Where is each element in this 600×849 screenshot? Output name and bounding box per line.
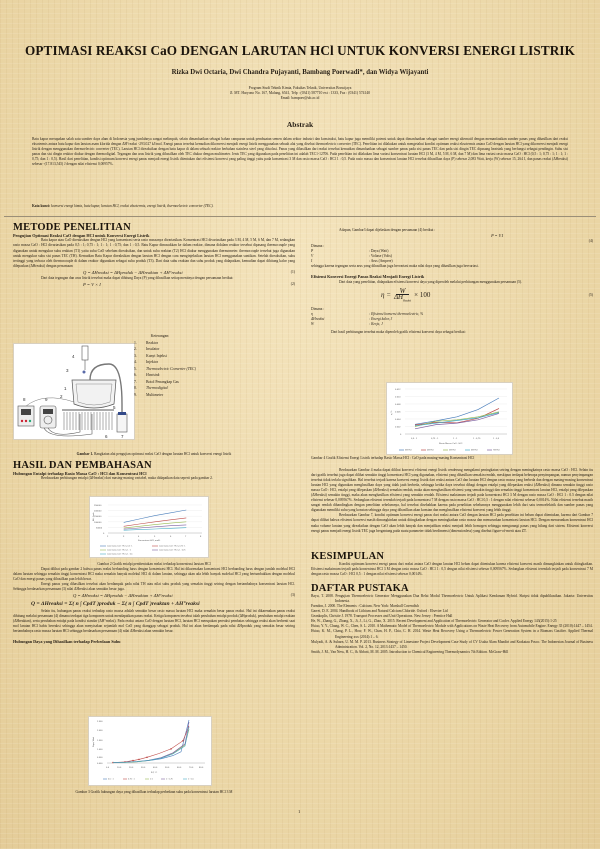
svg-text:Konsentrasi HCl, mol/L: Konsentrasi HCl, mol/L <box>138 540 161 542</box>
reference-item: Smith, J. M., Van Ness, H. C., & Abbott, M. M. 2005. Introduction to Chemical Engineering Thermodynamics 7th Edition. McGraw-Hill <box>311 649 509 654</box>
svg-text:0,75 : 1: 0,75 : 1 <box>128 778 135 781</box>
svg-text:10.0: 10.0 <box>117 767 122 769</box>
where-item: V : Voltase (Volts) <box>311 254 392 259</box>
figure-4-caption: Gambar 4 Grafik Efisiensi Energi Listrik terhadap Rasio Massa HCl : CaO pada masing-masing Konsentrasi HCl <box>311 456 475 460</box>
svg-text:7: 7 <box>185 536 187 538</box>
equation-3-body: Q = ΔHreaksi = ΔHproduk − ΔHreaktan + ΔH°reaksi <box>73 593 173 599</box>
chart-2-svg <box>90 497 208 557</box>
svg-text:5: 5 <box>113 405 116 410</box>
svg-text:1 : 0,5: 1 : 0,5 <box>493 438 500 440</box>
svg-text:1: 1 <box>64 386 67 391</box>
svg-text:0.0: 0.0 <box>106 767 110 769</box>
svg-text:0,5 : 1: 0,5 : 1 <box>108 778 114 781</box>
apparatus-svg <box>14 344 134 439</box>
figure-3-caption: Gambar 3 Grafik hubungan daya yang dihasilkan terhadap perbedaan suhu pada konsentrasi larutan HCl 3 M <box>75 790 233 794</box>
svg-text:0.000: 0.000 <box>97 763 103 765</box>
svg-text:4M HCl: 4M HCl <box>427 449 434 452</box>
figure-2-chart <box>89 496 209 558</box>
svg-text:200000: 200000 <box>94 510 102 513</box>
section-heading-daftar-pustaka: DAFTAR PUSTAKA <box>311 582 409 594</box>
efisiensi-paragraph: Berdasarkan Gambar 4 maka dapat dilihat konversi efisiensi energi listrik cenderung mengalami peningkatan seiring dengan meningkatnya rasio massa CaO : HCl. Selain itu dari grafik tersebut juga dapat dilihat semakin tinggi konsentrasi HCl yang digunakan, efisiensi yang dihasilkan semakin rendah, meskipun terdapat beberapa penyimpangan, namun penyimpangan tersebut tidak terlalu signifikan. Hal tersebut terjadi karena konversi energi listrik dari reaksi antara CaO dan larutan HCl dengan rasio massa yang berbeda dan dengan masing-masing konsentrasi larutan HCl yang digunakan menghasilkan daya yang tidak jauh berbeda, sehingga ketika daya tersebut dibagi dengan entalpi yang dilepaskan reaksi (ΔHreaksi) dimana semakin tinggi rasio massa CaO : HCl, entalpi yang dilepaskan (ΔHreaksi) semakin rendah, maka akan menghasilkan efisiensi yang semakin tinggi dan semakin tinggi konsentrasi larutan HCl, entalpi yang dilepaskan (ΔHreaksi) semakin tinggi, maka akan menghasilkan efisiensi yang semakin rendah. Efisiensi maksimum terjadi pada konsentrasi HCl 3 M dengan rasio massa CaO : HCl 1 : 0.5 dengan nilai efisiensi sebesar 0,009567%. Sedangkan efisiensi terendah terjadi pada konsentrasi 7 M dengan rasio massa CaO : HCl 0,5 : 1 dengan nilai efisiensi sebesar 0,0014%. Nilai efisiensi tersebut masih sangat rendah dibandingkan dengan penelitian sebelumnya, hal tersebut disebabkan karena pada penelitian sebelumnya menggunakan lebih dari satu termoelektrik dan sumber panas yang digunakan memiliki suhu yang konstan sehingga daya yang dihasilkan akan konstan dan menghasilkan efisiensi konversi yang lebih tinggi. <box>311 468 593 513</box>
svg-text:50.0: 50.0 <box>165 767 170 769</box>
svg-text:80.0: 80.0 <box>199 767 204 769</box>
svg-text:Daya, Watt: Daya, Watt <box>93 737 95 747</box>
right-column <box>311 228 593 335</box>
left-column <box>13 222 295 288</box>
reference-item: Hsiao, Y. Y., Chang, W. C., Chen, S. L. 2010. A Mathematic Model of Thermoelectric Module with Applications on Waste Heat Recovery from Automobile Engine. Energy 35 (2010):1447 – 1454. <box>311 624 593 629</box>
legend-item: 6. Heatsink <box>134 373 160 377</box>
reference-item: Geankoplis, Christie J. 1978. Transport Processes and Unit Operations. New Jersey : Prentice Hall <box>311 614 453 619</box>
svg-text:3: 3 <box>123 536 125 538</box>
legend-item: 2. Insulator <box>134 347 160 351</box>
svg-text:rasio massa CaO : HCl = 0,5 :: rasio massa CaO : HCl = 0,5 : 1 <box>107 545 133 548</box>
legend-item: 3. Kunyi Injeksi <box>134 353 167 358</box>
svg-text:6: 6 <box>170 536 172 538</box>
left-column-hasil <box>13 460 295 481</box>
svg-text:1.500: 1.500 <box>97 740 103 742</box>
abstract-body: Batu kapur merupakan salah satu sumber daya alam di Indonesia yang jumlahnya sangat melimpah, selain dimanfaatkan sebagai bahan campuran untuk pembuatan semen dalam sektor industri dan konstruksi, batu kapur juga memiliki potensi untuk dapat dimanfaatkan sebagai sumber energi alternatif dengan memanfaatkan sumber panas yang dihasilkan dari reaksi eksotermis antara batu kapur dan larutan asam klorida dengan ΔH°reaksi -293.027 kJ/mol. Energi panas tersebut kemudian dikonversi menjadi energi listrik menggunakan sebuah alat yang disebut thermoelectric converter (TEC). Penelitian ini dilakukan untuk mengetahui kondisi optimum reaksi eksotermis antara CaO dengan larutan HCl yang dikonversi menjadi energi listrik dengan menggunakan thermoelectric converter (TEC). Larutan HCl direaksikan dengan batu kapur di dalam sebuah reaktor berbahan stainless steel yang diisolasi. Panas yang dihasilkan dari reaksi tersebut kemudian dimanfaatkan sebagai sumber panas pada sisi panas TEC dan pada sisi dingin TEC dipasang heatsink yang berfungsi sebagai pendingin. Suhu sisi panas dan sisi dingin reaktor diukur dengan thermodigital. Tegangan dan arus listrik yang dihasilkan oleh TEC diukur dengan multimeter. Jenis TEC yang digunakan pada penelitian ini adalah TEC1-12706. Pada penelitian ini dilakukan lima variasi konsentrasi larutan HCl (3 M, 4 M, 5 M, 6 M, dan 7 M) dan lima variasi rasio massa CaO : HCl (0,5 : 1; 0,75 : 1; 1 : 1; 1 : 0,75; dan 1 : 0,5). Hasil dari penelitian, kondisi optimum konversi energi panas menjadi energi listrik ditentukan dari efisiensi konversi yang paling tinggi yaitu pada konsentrasi 3 M dan rasio massa CaO : HCl 1 : 0,5. Pada rasio massa dan konsentrasi larutan HCl tersebut dihasilkan daya (P) sebesar 2,083 Watt, kerja (W) sebesar 15, 264 J, dan panas reaksi (ΔHreaksi) sebesar -(17.813,545) J dengan nilai efisiensi 0,00957%. <box>32 137 568 167</box>
equation-2 <box>13 281 295 288</box>
efisiensi-paragraph: Berdasarkan Gambar 7, kondisi optimum konversi energi panas dari reaksi antara CaO dengan larutan HCl pada penelitian ini belum dapat ditentukan, karena dari Gambar 7 dapat dilihat bahwa efisiensi konversi masih dimungkinkan untuk ditingkatkan dengan meningkatkan rasio massa dan menurunkan konsentrasi larutan HCl. Dengan menurunkan konsentrasi HCl maka volume larutan yang direaksikan dengan CaO akan lebih banyak dan menjadikan reaksi menjadi lebih homogen sehingga mengurangi panas yang hilang dari sistem. Efisiensi konversi energi panas menjadi energi listrik TEC juga bergantung pada suatu parameter tidak berdimensi (dimensionless) yang disebut figure-of-merit atau ZT. <box>311 513 593 533</box>
subheading-daya: Hubungan Daya yang Dihasilkan terhadap Perbedaan Suhu <box>13 639 121 645</box>
legend-items <box>120 340 220 399</box>
equation-1-number: (1) <box>290 269 295 274</box>
svg-text:40.0: 40.0 <box>153 767 158 769</box>
svg-text:150000: 150000 <box>94 516 102 519</box>
legend-item: 8. Thermodigital <box>134 386 168 390</box>
svg-text:6M HCl: 6M HCl <box>471 449 478 452</box>
svg-text:0.008: 0.008 <box>395 404 401 406</box>
figure-2-caption: Gambar 2 Grafik entalpi pembentukan reaksi terhadap konsentrasi larutan HCl <box>97 562 211 566</box>
figure-3-chart <box>88 716 212 786</box>
reference-item: Farndon, J. 2000. The Elements : Calcium. New York: Marshall Cavendish <box>311 603 419 608</box>
svg-text:2.500: 2.500 <box>97 721 103 723</box>
reference-item: Garret, D. E. 2004. Handbook of Lithium and Natural Calcium Chloride. Oxford : Elsevier Ltd <box>311 609 448 614</box>
svg-text:0.500: 0.500 <box>97 757 103 759</box>
hasil-paragraph: Energi panas yang dihasilkan tersebut akan berdampak pada nilai TH atau nilai suhu produk yang semakin tinggi seiring dengan bertambahnya konsentrasi larutan HCl. Sehingga berdasarkan persamaan (3) nilai ΔHreaksi akan semakin besar juga. <box>13 582 295 592</box>
svg-text:rasio massa CaO : HCl = 1 : 1: rasio massa CaO : HCl = 1 : 1 <box>107 549 131 552</box>
svg-text:0: 0 <box>103 533 105 535</box>
equation-2-number: (2) <box>290 281 295 286</box>
section-divider <box>4 216 596 217</box>
svg-text:rasio massa CaO : HCl = 1 : 0,: rasio massa CaO : HCl = 1 : 0,75 <box>159 549 186 552</box>
where-item: η : Efisiensi konversi thermoelectric, % <box>311 311 424 316</box>
metode-paragraph: Dari data tegangan dan arus listrik tersebut maka dapat dihitung Daya (P) yang dihasilkan setiap menitnya dengan persamaan berikut: <box>41 275 234 280</box>
svg-text:Rasio Massa CaO : HCl: Rasio Massa CaO : HCl <box>439 443 463 445</box>
svg-text:5M HCl: 5M HCl <box>449 449 456 452</box>
equation-1-body: Q = ΔHreaksi = ΔHproduk − ΔHreaktan + ΔH°reaksi <box>83 269 183 275</box>
where-item: W : Kerja, J <box>311 322 383 327</box>
reference-item: He, W., Zhang, G., Zhang, X., Ji, J., Li, G., Zhao, X. 2015. Recent Development and Application of Thermoelectric Generator and Cooler. Applied Energy 143(2015):1-25 <box>311 619 557 624</box>
svg-text:8: 8 <box>23 397 26 402</box>
reference-item: Hsiao, K. M., Chang, P. L., How, F. W., Chan, H. P., Chia, C. H. 2014. Waste Heat Recovery Using a Thermoelectric Power Generation System in a Biomass Gasifier. Applied Thermal Engineering xxx (2014):1 – 6. <box>311 629 593 639</box>
svg-text:rasio massa CaO : HCl = 0,75 :: rasio massa CaO : HCl = 0,75 : 1 <box>159 545 186 548</box>
legend-item: 1. Reaktor <box>134 340 159 345</box>
figure-1-caption: Gambar 1. Rangkaian alat pengujian optimasi reaksi CaO dengan larutan HCl untuk konversi energi listrik <box>76 452 232 456</box>
keywords-text: konversi energi kimia, batu kapur, larutan HCl, reaksi eksotermis, energi listrik, thermoelectric converter (TEC). <box>50 204 214 208</box>
figure-1-legend <box>120 333 220 398</box>
equation-2-body: P = V × I <box>83 281 101 287</box>
svg-text:3M HCl: 3M HCl <box>405 449 412 452</box>
equation-5-number: (5) <box>588 293 593 298</box>
equation-3 <box>13 592 295 599</box>
svg-text:0.006: 0.006 <box>395 411 401 414</box>
svg-text:0.002: 0.002 <box>395 426 401 429</box>
section-heading-hasil: HASIL DAN PEMBAHASAN <box>13 460 152 471</box>
metode-paragraph: Batu kapur atau CaO direaksikan dengan HCl yang konsentrasi serta rasio massanya divariasikan. Konsentrasi HCl divariasikan pada 3 M, 4 M, 5 M, 6 M, dan 7 M, sedangkan rasio massa CaO : HCl divariasikan pada 0,5 : 1; 0,75 : 1; 1 : 1; 1 : 0,75; dan 1 : 0,5. Batu Kapur dimasukkan ke dalam reaktor, dimana didalam reaktor tersebut dipasang thermocouple yang digunakan untuk mengukur suhu reaktan (T1) yaitu suhu CaO sebelum direaksikan, dan untuk suhu reaktan (T2) HCl diukur menggunakan thermometer. thermocouple tersebut juga digunakan untuk mengukur suhu sisi panas TEC (TH). Kemudian Batu Kapur direaksikan dengan larutan HCl dengan cara menginjeksikan larutan HCl menggunakan suntikan. Setelah direaksikan, suhu tertinggi yang terbaca oleh thermocouple di dalam reaktor digunakan sebagai suhu produk (T3). Dari data suhu reaktan dan suhu produk yang didapatkan, kemudian dapat dihitung kalor yang dilepaskan (ΔHreaksi) dengan persamaan <box>13 238 295 268</box>
svg-text:0.004: 0.004 <box>395 419 401 421</box>
svg-text:0,5 : 1: 0,5 : 1 <box>411 438 418 440</box>
affiliation-email: Email: bampoer@ub.ac.id <box>280 96 320 100</box>
left-column-hasil-2 <box>13 562 295 645</box>
page-number: 1 <box>298 809 301 814</box>
equation-4-body: Q = ΔHreaksi = Σ( n ∫ CpdT )produk − Σ( n ∫ CpdT )reaktan + ΔH°reaksi <box>31 601 200 608</box>
svg-text:ΔT, °C: ΔT, °C <box>151 772 158 774</box>
legend-item: 7. Botol Penangkap Gas <box>134 379 179 384</box>
svg-text:8: 8 <box>200 536 202 538</box>
efisiensi-paragraph: Dari data yang penelitian, didapatkan efisiensi konversi daya yang diperoleh melalui perhitungan menggunakan persamaan (5). <box>339 279 523 284</box>
paper-title: OPTIMASI REAKSI CaO DENGAN LARUTAN HCl UNTUK KONVERSI ENERGI LISTRIK <box>25 43 575 58</box>
svg-text:ΔH, Joule: ΔH, Joule <box>93 512 95 521</box>
subheading-entalpi: Hubungan Entalpi terhadap Rasio Massa CaO : HCl dan Konsentrasi HCl <box>13 471 147 476</box>
svg-text:η, %: η, % <box>391 410 393 415</box>
equation-5-body: η = W $\Delta H_{Reaksi}$ × 100 <box>381 286 431 303</box>
svg-text:20.0: 20.0 <box>129 767 134 769</box>
svg-text:rasio massa CaO : HCl = 1 : 0,: rasio massa CaO : HCl = 1 : 0,5 <box>107 553 133 556</box>
where-label: Dimana : <box>311 244 325 249</box>
kesimpulan-paragraph: Kondisi optimum konversi energi panas dari reaksi antara CaO dengan larutan HCl belum dapat ditentukan karena efisiensi konversi masih dimungkinkan untuk ditingkatkan. Efisiensi maksimum terjadi pada konsentrasi HCl 3 M dengan rasio massa CaO : HCl 1 : 0,5 dengan nilai efisiensi sebesar 0,009567%. Sedangkan efisiensi terendah terjadi pada konsentrasi 7 M dengan rasio massa CaO : HCl 0,5 : 1 dengan nilai efisiensi sebesar 0,0014%. <box>311 561 593 576</box>
where-item: P : Daya (Watt) <box>311 249 389 254</box>
svg-text:3: 3 <box>66 368 69 373</box>
equation-3-number: (3) <box>290 593 295 598</box>
efisiensi-paragraph: Dari hasil perhitungan tersebut maka diperoleh grafik efisiensi konversi daya sebagai berikut: <box>331 330 466 335</box>
where-item: I : Arus (Ampere) <box>311 259 393 264</box>
legend-item: 9. Multimeter <box>134 392 164 397</box>
svg-text:30.0: 30.0 <box>141 767 146 769</box>
equation-4-integral <box>13 599 295 609</box>
svg-text:1 : 0,75: 1 : 0,75 <box>166 778 173 781</box>
legend-item: 4. Injektor <box>134 360 159 364</box>
svg-text:7: 7 <box>121 434 124 439</box>
svg-text:0,75 : 1: 0,75 : 1 <box>431 438 439 440</box>
svg-text:9: 9 <box>45 397 48 402</box>
equation-5-fraction: W $\Delta H_{Reaksi}$ <box>393 286 412 303</box>
svg-text:0.012: 0.012 <box>395 389 401 391</box>
figure-4-chart <box>386 382 513 455</box>
equation-p-vi-number: (4) <box>588 239 593 244</box>
svg-text:1 : 0,5: 1 : 0,5 <box>188 778 194 781</box>
reference-item: Mulyadi, A. & Suharn, U. M. M. P. 2013. Business Strategy of Limestone Project Development Case Study of CV Usaha Alam Mandiri and Krakatau Posco. The Indonesian Journal of Business Administration. Vol. 2, No. 12, 2013:1437 – 1450. <box>311 639 593 649</box>
where-label: Dimana : <box>311 306 325 311</box>
svg-text:100000: 100000 <box>94 521 102 524</box>
subheading-pengujian: Pengujian Optimasi Reaksi CaO dengan HCl untuk Konversi Energi Listrik <box>13 233 150 238</box>
svg-text:70.0: 70.0 <box>189 767 194 769</box>
svg-text:5: 5 <box>154 536 156 538</box>
svg-text:60.0: 60.0 <box>177 767 182 769</box>
svg-text:2.000: 2.000 <box>97 730 103 732</box>
hasil-paragraph: Berdasarkan perhitungan entalpi (ΔHreaksi) dari masing-masing variabel, maka didapatkan data seperti pada gambar 2. <box>41 476 213 481</box>
keywords <box>32 204 568 208</box>
right-column-2 <box>311 456 593 655</box>
svg-text:1 : 0,75: 1 : 0,75 <box>473 438 481 440</box>
equation-p-vi: P = V.I <box>491 233 503 239</box>
affiliation-line: Program Studi Teknik Kimia, Fakultas Teknik, Universitas Brawijaya <box>248 86 352 90</box>
svg-text:7M HCl: 7M HCl <box>493 449 500 452</box>
abstract-heading: Abstrak <box>286 120 314 129</box>
figure-1-apparatus-diagram <box>13 343 135 440</box>
svg-text:0: 0 <box>400 434 402 436</box>
svg-text:250000: 250000 <box>94 505 102 507</box>
svg-text:6: 6 <box>105 434 108 439</box>
after-where-text: sehingga karena tegangan serta arus yang dihasilkan juga bervariasi maka nilai daya yang dihasilkan juga bervariasi. <box>311 264 479 269</box>
affiliation <box>0 86 600 101</box>
hasil-paragraph: Selain itu, hubungan panas reaksi terhadap rasio massa adalah semakin besar rasio massa larutan HCl maka semakin besar panas reaksi. Hal ini dikarenakan panas reaksi dihitung melalui persamaan (4) dimana terdapat tiga komponen untuk mendapatkan panas reaksi. Ketiga komponen tersebut ialah perubahan entalpi produk (ΔHproduk), perubahan entalpi reaktan (ΔHreaktan), serta perubahan entalpi pada kondisi standar (ΔH°reaksi). Pada reaksi antara CaO dengan larutan HCl, larutan HCl merupakan pereaksi pembatas sehingga reaksi akan berhenti saat mol larutan HCl habis bereaksi sehingga akan menyisakan sejumlah mol CaO yang dianggap sebagai produk. Hal ini akan berdampak pada nilai ΔHproduk yang semakin besar seiring bertambahnya rasio massa larutan HCl sehingga berdasarkan persamaan (4) nilai ΔHreaksi akan semakin besar. <box>13 609 295 634</box>
affiliation-line: Jl. MT. Haryono No. 167, Malang, 6541, Telp : (0341) 587710 ext : 1333, Fax : (0341) 574140 <box>229 91 371 95</box>
svg-text:50000: 50000 <box>96 527 103 530</box>
equation-5 <box>311 285 593 307</box>
section-heading-metode: METODE PENELITIAN <box>13 222 131 233</box>
svg-text:4: 4 <box>72 354 75 359</box>
where-item: ΔHreaksi : Energi kalor, J <box>311 317 393 322</box>
svg-text:1 : 1: 1 : 1 <box>453 438 458 440</box>
svg-text:4: 4 <box>138 536 140 538</box>
keywords-label: Kata kunci: <box>32 204 51 208</box>
svg-text:2: 2 <box>107 536 109 538</box>
svg-text:0.010: 0.010 <box>395 396 401 399</box>
legend-item: 5. Thermoelectric Converter (TEC) <box>134 366 196 371</box>
intro-paragraph: Adapun, Gambar3 dapat dijelaskan dengan persamaan (4) berikut : <box>339 228 436 232</box>
svg-text:1.000: 1.000 <box>97 749 103 751</box>
chart-4-svg <box>387 383 512 454</box>
svg-text:2: 2 <box>60 394 63 399</box>
paper-authors: Rizka Dwi Octaria, Dwi Chandra Pujayanti, Bambang Poerwadi*, dan Widya Wijayanti <box>171 69 429 76</box>
chart-3-svg <box>89 717 211 785</box>
reference-item: Bayu, T. 2008. Pengujian Thermoelectric Generator Menggunakan Dua Relai Modul Thermoelectric Untuk Aplikasi Kendaraan Hybrid. Skripsi tidak dipublikasikan. Jakarta: Universitas Indonesia. <box>311 593 593 603</box>
svg-text:1:1: 1:1 <box>150 778 153 781</box>
section-heading-kesimpulan: KESIMPULAN <box>311 550 385 562</box>
legend-title: Keterangan: <box>150 334 170 338</box>
subheading-efisiensi: Efisiensi Konversi Energi Panas Reaksi Menjadi Energi Listrik <box>311 274 425 280</box>
hasil-paragraph: Dapat dilihat pada gambar 2 bahwa panas reaksi berbanding lurus dengan konsentrasi HCl. Hal ini dikarenakan konsentrasi HCl berbanding lurus dengan jumlah molekul HCl dalam larutan sehingga semakin tinggi konsentrasi HCl maka semakin banyak molekul HCl di dalam larutan, sehingga akan ada lebih banyak molekul HCl yang bertumbukkan dengan molekul CaO dan energi panas yang dihasilkan pun lebih besar. <box>13 567 295 582</box>
equation-1 <box>13 269 295 276</box>
